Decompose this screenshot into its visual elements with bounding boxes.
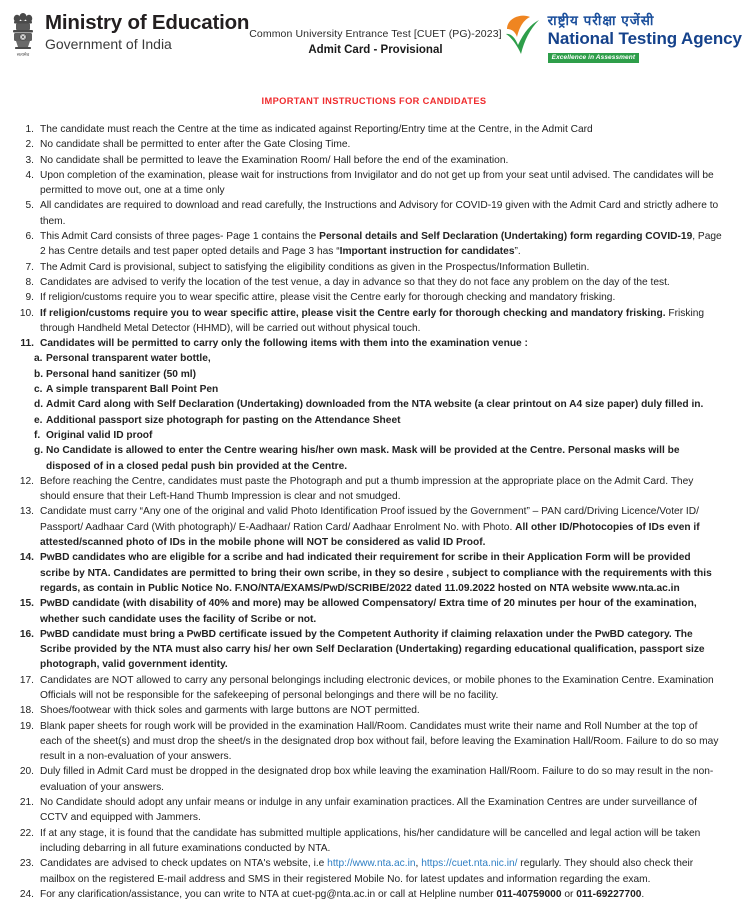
instructions-list [0, 122, 748, 902]
instruction-number: 7. [25, 261, 34, 273]
instruction-text: If at any stage, it is found that the candidate has submitted multiple applications, his/her candidature will be cancelled and legal action will be taken including debarring in all future examinations conducted by NTA. [40, 827, 701, 854]
instruction-number: 21. [19, 797, 34, 809]
sub-item-letter: a. [34, 353, 43, 365]
instruction-sub-item [14, 397, 722, 412]
instruction-item [14, 627, 722, 673]
document-type: Admit Card - Provisional [308, 44, 443, 56]
instruction-text: Candidate must carry “Any one of the original and valid Photo Identification Proof issued by the Government” – PAN card/Driving Licence/Voter ID/ Passport/ Aadhaar Card (With photograph)/ E-Aadhaar/ Ration Card/ Aadhaar Enrolment No. with Photo. All other ID/Photocopies of IDs even if attested/scanned photo of IDs in the mobile phone will NOT be considered as valid ID Proof. [40, 506, 700, 549]
instruction-sub-item [14, 351, 722, 366]
india-state-emblem-icon [8, 10, 38, 62]
instruction-number: 20. [19, 766, 34, 778]
instruction-item [14, 306, 722, 337]
instruction-item [14, 474, 722, 505]
instruction-item [14, 504, 722, 550]
instruction-sub-item [14, 443, 722, 474]
sub-item-text: Admit Card along with Self Declaration (Undertaking) downloaded from the NTA website (a clear printout on A4 size paper) duly filled in. [46, 399, 704, 411]
instruction-item [14, 673, 722, 704]
instruction-item [14, 122, 722, 137]
instruction-number: 4. [25, 169, 34, 181]
sub-item-text: Personal transparent water bottle, [46, 353, 211, 365]
instruction-number: 5. [25, 200, 34, 212]
instruction-number: 19. [19, 720, 34, 732]
exam-title-block [249, 8, 501, 56]
instruction-number: 18. [19, 705, 34, 717]
instruction-item [14, 719, 722, 765]
instruction-number: 15. [19, 598, 34, 610]
exam-name: Common University Entrance Test [CUET (PG)-2023] [249, 28, 502, 40]
instruction-number: 16. [19, 628, 34, 640]
instruction-item [14, 260, 722, 275]
sub-item-text: A simple transparent Ball Point Pen [46, 384, 219, 396]
instruction-number: 13. [19, 506, 34, 518]
instruction-sub-item [14, 428, 722, 443]
instruction-text: PwBD candidate must bring a PwBD certificate issued by the Competent Authority if claiming relaxation under the PwBD category. The Scribe provided by the NTA must also carry his/ her own Self Declaration (Undertaking) regarding educational qualification, passport size photograph, valid government identity. [40, 628, 705, 671]
instruction-number: 9. [25, 292, 34, 304]
sub-item-letter: f. [34, 429, 41, 441]
instruction-item [14, 596, 722, 627]
nta-english-name: National Testing Agency [547, 28, 742, 48]
instruction-text: Candidates are NOT allowed to carry any personal belongings including electronic devices, or mobile phones to the Examination Centre. Examination Officials will not be responsible for the safekeeping of personal belongings and there will be no facility. [40, 674, 714, 701]
instruction-number: 14. [19, 552, 34, 564]
instruction-text: PwBD candidates who are eligible for a scribe and had indicated their requirement for scribe in their Application Form will be provided scribe by NTA. Candidates are permitted to bring their own scribe, in they so desire , subject to compliance with the requirements with this regards, as contain in Public Notice No. F.NO/NTA/EXAMS/PwD/SCRIBE/2022 dated 11.09.2022 hosted on NTA website www.nta.ac.in [40, 552, 712, 594]
instruction-sub-item [14, 413, 722, 428]
instruction-text: Candidates are advised to check updates on NTA's website, i.e http://www.nta.ac.in, https://cuet.nta.nic.in/ regularly. They should also check their mailbox on the registered E-mail address and SMS in their registered Mobile No. for latest updates and information regarding the exam. [40, 858, 694, 885]
instruction-number: 23. [19, 858, 34, 870]
instruction-text: PwBD candidate (with disability of 40% and more) may be allowed Compensatory/ Extra time of 20 minutes per hour of the examination, whether such candidate uses the facility of Scribe or not. [40, 598, 697, 625]
instruction-item [14, 336, 722, 351]
instruction-item [14, 703, 722, 718]
instruction-text: No candidate shall be permitted to enter after the Gate Closing Time. [40, 139, 351, 151]
instruction-number: 10. [19, 307, 34, 319]
instruction-number: 12. [19, 475, 34, 487]
nta-hindi-name: राष्ट्रीय परीक्षा एजेंसी [547, 13, 655, 28]
sub-item-text: Additional passport size photograph for pasting on the Attendance Sheet [46, 414, 401, 426]
instruction-text: Before reaching the Centre, candidates must paste the Photograph and put a thumb impression at the appropriate place on the Admit Card. They should ensure that their Left-Hand Thumb Impression is clear and not smudged. [40, 475, 694, 503]
instruction-text: Candidates are advised to verify the location of the test venue, a day in advance so that they do not face any problem on the day of the test. [40, 276, 670, 288]
instruction-item [14, 550, 722, 596]
instruction-item [14, 275, 722, 290]
instruction-item [14, 153, 722, 168]
instruction-item [14, 887, 722, 902]
instruction-item [14, 229, 722, 260]
instruction-number: 11. [20, 338, 34, 350]
instruction-text: The candidate must reach the Centre at the time as indicated against Reporting/Entry time at the Centre, in the Admit Card [40, 124, 593, 135]
instruction-number: 3. [25, 154, 34, 166]
ministry-title: Ministry of Education [45, 11, 250, 34]
instruction-item [14, 856, 722, 887]
nta-tagline: Excellence in Assessment [548, 53, 639, 63]
sub-item-letter: g. [34, 445, 44, 457]
instruction-text: Upon completion of the examination, please wait for instructions from Invigilator and do not get up from your seat until advised. The candidates will be permitted to move out, one at a time only [40, 169, 714, 197]
instruction-text: If religion/customs require you to wear specific attire, please visit the Centre early for thorough checking and mandatory frisking. [40, 292, 616, 304]
instruction-number: 6. [25, 231, 34, 243]
nta-checkmark-logo-icon [502, 14, 542, 56]
svg-text:सत्यमेव: सत्यमेव [16, 53, 30, 58]
sub-item-letter: b. [34, 368, 44, 380]
instruction-item [14, 826, 722, 857]
instruction-item [14, 290, 722, 305]
instruction-number: 8. [25, 276, 34, 288]
sub-item-text: No Candidate is allowed to enter the Centre wearing his/her own mask. Mask will be provided at the Centre. Personal masks will be disposed of in a closed pedal push bin provided at the Centre. [46, 445, 680, 472]
instruction-text: This Admit Card consists of three pages- Page 1 contains the Personal details and Self Declaration (Undertaking) form regarding COVID-19, Page 2 has Centre details and test paper opted details and Page 3 has “Important instruction for candidates”. [40, 231, 722, 258]
sub-item-letter: c. [34, 384, 43, 396]
instruction-text: For any clarification/assistance, you can write to NTA at cuet-pg@nta.ac.in or call at Helpline number 011-40759000 or 011-69227700. [40, 888, 645, 900]
instruction-item [14, 795, 722, 826]
ministry-subtitle: Government of India [45, 35, 172, 52]
sub-item-text: Personal hand sanitizer (50 ml) [46, 368, 197, 380]
instruction-item [14, 764, 722, 795]
instruction-text: Shoes/footwear with thick soles and garments with large buttons are NOT permitted. [40, 705, 420, 717]
instruction-text: The Admit Card is provisional, subject to satisfying the eligibility conditions as given in the Prospectus/Information Bulletin. [40, 261, 590, 273]
instruction-number: 2. [25, 139, 34, 151]
instruction-text: No candidate shall be permitted to leave the Examination Room/ Hall before the end of the examination. [40, 154, 509, 166]
instruction-number: 24. [19, 888, 34, 900]
instruction-number: 1. [25, 124, 34, 135]
sub-item-letter: e. [34, 414, 43, 426]
instruction-text: Candidates will be permitted to carry only the following items with them into the examination venue : [40, 338, 528, 350]
instruction-text: Blank paper sheets for rough work will be provided in the examination Hall/Room. Candidates must write their name and Roll Number at the top of each of the sheet(s) and must drop the sheet/s in the designated drop box without fail, before leaving the Examination Hall/Room. Failure to do so may result in a non-evaluation of your answers. [40, 720, 719, 763]
ministry-of-education-logo [8, 8, 249, 62]
instruction-item [14, 137, 722, 152]
instruction-number: 17. [19, 674, 34, 686]
instruction-item [14, 198, 722, 229]
nta-logo [502, 8, 744, 63]
instruction-text: No Candidate should adopt any unfair means or indulge in any unfair examination practices. All the Examination Centres are under surveillance of CCTV and equipped with Jammers. [40, 797, 697, 824]
page-title: IMPORTANT INSTRUCTIONS FOR CANDIDATES [261, 96, 487, 106]
instruction-sub-item [14, 382, 722, 397]
instruction-number: 22. [19, 827, 34, 839]
instruction-text: If religion/customs require you to wear specific attire, please visit the Centre early for thorough checking and mandatory frisking. Frisking through Handheld Metal Detector (HHMD), will be carried out without physical touch. [40, 307, 705, 334]
instruction-item [14, 168, 722, 199]
sub-item-text: Original valid ID proof [46, 429, 153, 441]
sub-item-letter: d. [34, 399, 44, 411]
instruction-text: Duly filled in Admit Card must be dropped in the designated drop box while leaving the examination Hall/Room. Failure to do so may result in the non- evaluation of your answers. [40, 766, 714, 793]
page-header [0, 0, 748, 66]
instruction-text: All candidates are required to download and read carefully, the Instructions and Advisory for COVID-19 given with the Admit Card and strictly adhere to them. [40, 200, 719, 227]
instruction-sub-item [14, 367, 722, 382]
